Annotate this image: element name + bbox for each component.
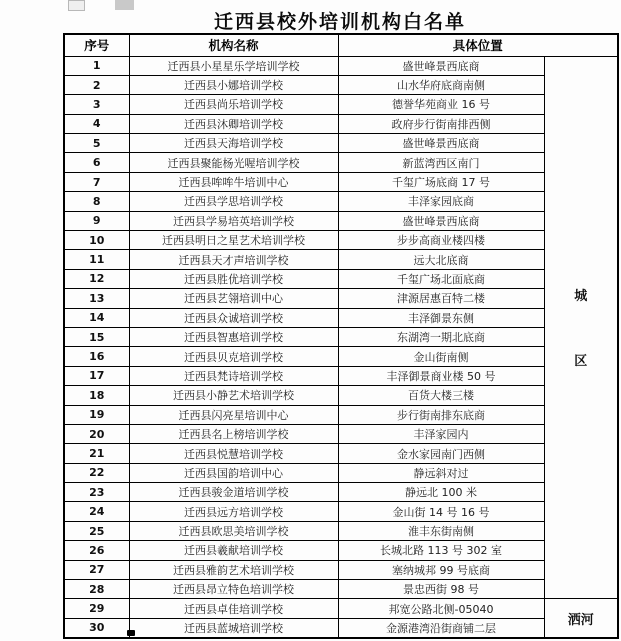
- table-row: [64, 269, 618, 288]
- region-label-char: 区: [574, 354, 588, 370]
- location-cell: 东湖湾一期北底商: [338, 327, 544, 346]
- location-cell: 静远北 100 米: [338, 483, 544, 502]
- location-cell: 邦宽公路北侧-05040: [338, 599, 544, 618]
- region-cell: [544, 56, 618, 599]
- serial-cell: 11: [64, 250, 129, 269]
- serial-cell: 26: [64, 541, 129, 560]
- institution-name-cell: 迁西县天海培训学校: [129, 134, 338, 153]
- institution-name-cell: 迁西县明日之星艺术培训学校: [129, 231, 338, 250]
- serial-cell: 20: [64, 424, 129, 443]
- page-title: 迁西县校外培训机构白名单: [213, 11, 466, 33]
- institution-name-cell: 迁西县尚乐培训学校: [129, 95, 338, 114]
- table-row: [64, 444, 618, 463]
- table-row: [64, 580, 618, 599]
- table-row: [64, 599, 618, 618]
- location-cell: 盛世峰景西底商: [338, 134, 544, 153]
- header-row: [64, 34, 618, 56]
- serial-cell: 7: [64, 172, 129, 191]
- serial-cell: 21: [64, 444, 129, 463]
- location-cell: 金山街 14 号 16 号: [338, 502, 544, 521]
- header-location: 具体位置: [338, 34, 618, 56]
- location-cell: 金水家园南门西侧: [338, 444, 544, 463]
- serial-cell: 5: [64, 134, 129, 153]
- serial-cell: 2: [64, 75, 129, 94]
- region-label: [547, 285, 616, 369]
- serial-cell: 29: [64, 599, 129, 618]
- location-cell: 新蓝湾西区南门: [338, 153, 544, 172]
- table-row: [64, 153, 618, 172]
- table-row: [64, 347, 618, 366]
- institution-name-cell: 迁西县蓝城培训学校: [129, 618, 338, 637]
- institution-name-cell: 迁西县哞哞牛培训中心: [129, 172, 338, 191]
- header-serial: 序号: [64, 34, 129, 56]
- serial-cell: 28: [64, 580, 129, 599]
- institution-name-cell: 迁西县贝克培训学校: [129, 347, 338, 366]
- table-row: [64, 211, 618, 230]
- serial-cell: 6: [64, 153, 129, 172]
- table-row: [64, 192, 618, 211]
- institution-name-cell: 迁西县小星星乐学培训学校: [129, 56, 338, 75]
- table-row: [64, 327, 618, 346]
- location-cell: 千玺广场底商 17 号: [338, 172, 544, 191]
- institution-name-cell: 迁西县雅韵艺术培训学校: [129, 560, 338, 579]
- table-row: [64, 231, 618, 250]
- location-cell: 丰泽家园底商: [338, 192, 544, 211]
- serial-cell: 27: [64, 560, 129, 579]
- serial-cell: 25: [64, 521, 129, 540]
- institution-name-cell: 迁西县学思培训学校: [129, 192, 338, 211]
- table-row: [64, 172, 618, 191]
- institution-name-cell: 迁西县闪亮星培训中心: [129, 405, 338, 424]
- serial-cell: 30: [64, 618, 129, 637]
- institution-name-cell: 迁西县名上榜培训学校: [129, 424, 338, 443]
- table-row: [64, 386, 618, 405]
- serial-cell: 16: [64, 347, 129, 366]
- institution-name-cell: 迁西县智惠培训学校: [129, 327, 338, 346]
- serial-cell: 19: [64, 405, 129, 424]
- table-row: [64, 308, 618, 327]
- serial-cell: 17: [64, 366, 129, 385]
- location-cell: 淮丰东街南侧: [338, 521, 544, 540]
- region-label: 洒河: [544, 599, 618, 638]
- table-header: [64, 34, 618, 56]
- institution-name-cell: 迁西县骏金道培训学校: [129, 483, 338, 502]
- institution-name-cell: 迁西县昂立特色培训学校: [129, 580, 338, 599]
- institution-name-cell: 迁西县众诚培训学校: [129, 308, 338, 327]
- institution-name-cell: 迁西县胜优培训学校: [129, 269, 338, 288]
- institution-name-cell: 迁西县聚能杨光喔培训学校: [129, 153, 338, 172]
- location-cell: 丰泽御景商业楼 50 号: [338, 366, 544, 385]
- institution-name-cell: 迁西县远方培训学校: [129, 502, 338, 521]
- serial-cell: 23: [64, 483, 129, 502]
- serial-cell: 24: [64, 502, 129, 521]
- institution-name-cell: 迁西县国韵培训中心: [129, 463, 338, 482]
- table-row: [64, 114, 618, 133]
- table-body: [64, 56, 618, 638]
- table-row: [64, 56, 618, 75]
- serial-cell: 3: [64, 95, 129, 114]
- location-cell: 千玺广场北面底商: [338, 269, 544, 288]
- location-cell: 津源居惠百特二楼: [338, 289, 544, 308]
- table-row: [64, 424, 618, 443]
- location-cell: 步步高商业楼四楼: [338, 231, 544, 250]
- location-cell: 丰泽御景东侧: [338, 308, 544, 327]
- region-label-char: 城: [574, 289, 588, 305]
- location-cell: 静远斜对过: [338, 463, 544, 482]
- serial-cell: 9: [64, 211, 129, 230]
- institution-name-cell: 迁西县欧思美培训学校: [129, 521, 338, 540]
- location-cell: 盛世峰景西底商: [338, 56, 544, 75]
- location-cell: 德誉华苑商业 16 号: [338, 95, 544, 114]
- location-cell: 百货大楼三楼: [338, 386, 544, 405]
- location-cell: 景忠西街 98 号: [338, 580, 544, 599]
- ink-smudge: [127, 630, 135, 636]
- serial-cell: 15: [64, 327, 129, 346]
- table-row: [64, 134, 618, 153]
- institution-name-cell: 迁西县卓佳培训学校: [129, 599, 338, 618]
- institution-name-cell: 迁西县沐卿培训学校: [129, 114, 338, 133]
- location-cell: 长城北路 113 号 302 室: [338, 541, 544, 560]
- institution-name-cell: 迁西县小静艺术培训学校: [129, 386, 338, 405]
- location-cell: 政府步行街南排西侧: [338, 114, 544, 133]
- serial-cell: 18: [64, 386, 129, 405]
- institution-name-cell: 迁西县梵诗培训学校: [129, 366, 338, 385]
- institution-name-cell: 迁西县悦慧培训学校: [129, 444, 338, 463]
- table-row: [64, 250, 618, 269]
- location-cell: 远大北底商: [338, 250, 544, 269]
- institution-name-cell: 迁西县天才声培训学校: [129, 250, 338, 269]
- institution-name-cell: 迁西县学易培英培训学校: [129, 211, 338, 230]
- serial-cell: 10: [64, 231, 129, 250]
- serial-cell: 22: [64, 463, 129, 482]
- serial-cell: 13: [64, 289, 129, 308]
- serial-cell: 8: [64, 192, 129, 211]
- location-cell: 金山街南侧: [338, 347, 544, 366]
- table-row: [64, 521, 618, 540]
- serial-cell: 14: [64, 308, 129, 327]
- institution-name-cell: 迁西县艺翎培训中心: [129, 289, 338, 308]
- location-cell: 金源港湾沿街商铺二层: [338, 618, 544, 637]
- location-cell: 山水华府底商南侧: [338, 75, 544, 94]
- table-row: [64, 75, 618, 94]
- serial-cell: 12: [64, 269, 129, 288]
- table-row: [64, 541, 618, 560]
- table-row: [64, 366, 618, 385]
- institution-name-cell: 迁西县小娜培训学校: [129, 75, 338, 94]
- location-cell: 丰泽家园内: [338, 424, 544, 443]
- header-name: 机构名称: [129, 34, 338, 56]
- table-row: [64, 289, 618, 308]
- location-cell: 步行街南排东底商: [338, 405, 544, 424]
- table-row: [64, 95, 618, 114]
- institution-name-cell: 迁西县羲献培训学校: [129, 541, 338, 560]
- table-row: [64, 560, 618, 579]
- table-row: [64, 463, 618, 482]
- table-row: [64, 483, 618, 502]
- serial-cell: 4: [64, 114, 129, 133]
- table-row: [64, 618, 618, 637]
- serial-cell: 1: [64, 56, 129, 75]
- location-cell: 盛世峰景西底商: [338, 211, 544, 230]
- table-row: [64, 405, 618, 424]
- location-cell: 塞纳城邦 99 号底商: [338, 560, 544, 579]
- table-row: [64, 502, 618, 521]
- whitelist-table: [63, 33, 619, 639]
